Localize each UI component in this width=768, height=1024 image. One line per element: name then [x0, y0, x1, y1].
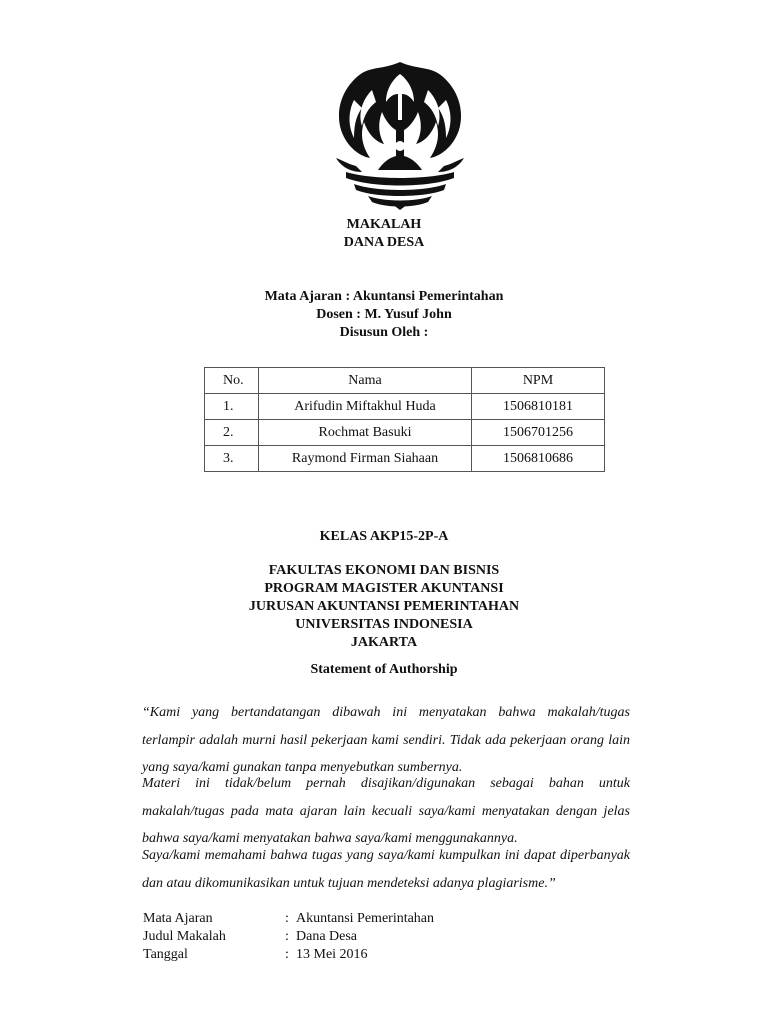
document-title-line1: MAKALAH — [346, 217, 422, 232]
info-separator: : — [285, 911, 289, 926]
row-name: Arifudin Miftakhul Huda — [259, 394, 472, 420]
course-subject: Mata Ajaran : Akuntansi Pemerintahan — [264, 289, 504, 304]
info-separator: : — [285, 947, 289, 962]
info-value: Dana Desa — [296, 929, 358, 944]
statement-line: yang saya/kami gunakan tanpa menyebutkan sumbernya. — [142, 760, 463, 775]
statement-line: terlampir adalah murni hasil pekerjaan kami sendiri. Tidak ada pekerjaan orang lain — [142, 733, 630, 748]
university-line: UNIVERSITAS INDONESIA — [295, 617, 473, 632]
row-no: 3. — [205, 446, 259, 472]
info-value: 13 Mei 2016 — [296, 947, 368, 962]
compiled-by-label: Disusun Oleh : — [339, 325, 429, 340]
statement-heading: Statement of Authorship — [310, 662, 458, 677]
row-npm: 1506810686 — [472, 446, 605, 472]
info-label: Judul Makalah — [143, 929, 226, 944]
table-row — [205, 446, 605, 472]
header-no: No. — [205, 368, 259, 394]
program-line: PROGRAM MAGISTER AKUNTANSI — [264, 581, 504, 596]
university-logo-icon — [332, 60, 468, 210]
statement-line: bahwa saya/kami menyatakan bahwa saya/kami menggunakannya. — [142, 831, 518, 846]
row-no: 2. — [205, 420, 259, 446]
header-nama: Nama — [259, 368, 472, 394]
document-title-line2: DANA DESA — [343, 235, 425, 250]
info-value: Akuntansi Pemerintahan — [296, 911, 435, 926]
course-lecturer: Dosen : M. Yusuf John — [316, 307, 452, 322]
info-separator: : — [285, 929, 289, 944]
row-name: Raymond Firman Siahaan — [259, 446, 472, 472]
city-line: JAKARTA — [350, 635, 418, 650]
statement-line: Saya/kami memahami bahwa tugas yang saya/kami kumpulkan ini dapat diperbanyak — [142, 848, 630, 863]
header-npm: NPM — [472, 368, 605, 394]
table-row — [205, 420, 605, 446]
statement-line: “Kami yang bertandatangan dibawah ini menyatakan bahwa makalah/tugas — [142, 705, 630, 720]
table-header-row — [205, 368, 605, 394]
members-table — [204, 367, 605, 472]
faculty-line: FAKULTAS EKONOMI DAN BISNIS — [268, 563, 500, 578]
row-npm: 1506701256 — [472, 420, 605, 446]
info-label: Tanggal — [143, 947, 188, 962]
info-label: Mata Ajaran — [143, 911, 213, 926]
row-no: 1. — [205, 394, 259, 420]
class-label: KELAS AKP15-2P-A — [319, 529, 449, 544]
statement-line: Materi ini tidak/belum pernah disajikan/digunakan sebagai bahan untuk — [142, 776, 630, 791]
statement-line: makalah/tugas pada mata ajaran lain kecuali saya/kami menyatakan dengan jelas — [142, 804, 630, 819]
statement-line: dan atau dikomunikasikan untuk tujuan mendeteksi adanya plagiarisme.” — [142, 876, 556, 891]
department-line: JURUSAN AKUNTANSI PEMERINTAHAN — [248, 599, 520, 614]
row-npm: 1506810181 — [472, 394, 605, 420]
row-name: Rochmat Basuki — [259, 420, 472, 446]
table-row — [205, 394, 605, 420]
